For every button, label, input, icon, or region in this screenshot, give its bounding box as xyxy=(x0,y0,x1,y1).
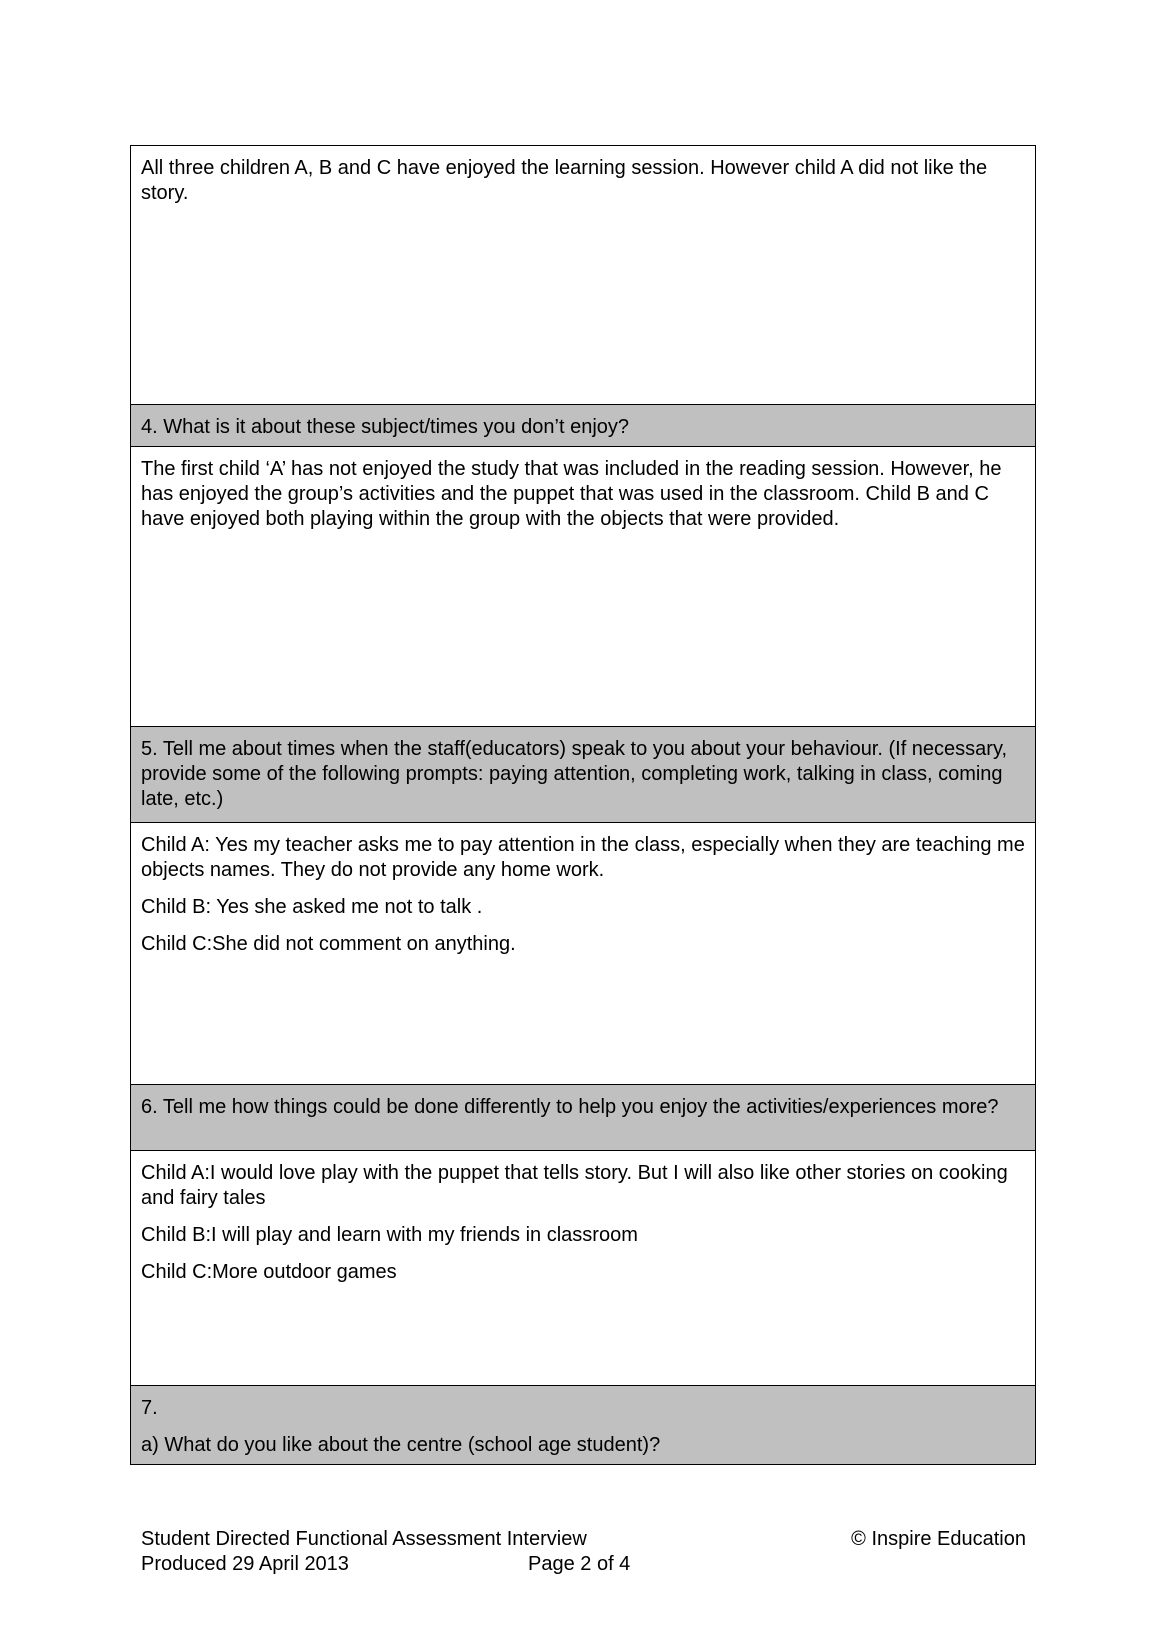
question-5-text: 5. Tell me about times when the staff(educators) speak to you about your behaviour. (If necessary, provide some of the following prompts: paying attention, completing work, talking in class, coming late, etc.) xyxy=(141,738,1008,810)
footer-copyright: © Inspire Education xyxy=(851,1528,1026,1550)
question-6-text: 6. Tell me how things could be done differently to help you enjoy the activities/experiences more? xyxy=(141,1096,999,1118)
answer-3-cell xyxy=(131,146,1036,405)
question-6-row xyxy=(131,1085,1036,1151)
answer-5-row xyxy=(131,823,1036,1085)
question-7-number: 7. xyxy=(141,1397,158,1419)
answer-4-text: The first child ‘A’ has not enjoyed the study that was included in the reading session. However, he has enjoyed the group’s activities and the puppet that was used in the classroom. Child B and C have enjoyed both playing within the group with the objects that were provided. xyxy=(141,458,1002,530)
answer-6-child-b: Child B:I will play and learn with my friends in classroom xyxy=(141,1224,638,1246)
answer-3-row xyxy=(131,146,1036,405)
answer-6-cell xyxy=(131,1151,1036,1386)
answer-5-child-a: Child A: Yes my teacher asks me to pay attention in the class, especially when they are teaching me objects names. They do not provide any home work. xyxy=(141,834,1025,881)
question-6-cell xyxy=(131,1085,1036,1151)
question-7-cell xyxy=(131,1386,1036,1465)
page-footer xyxy=(141,1527,1026,1577)
answer-5-child-c: Child C:She did not comment on anything. xyxy=(141,933,516,955)
answer-3-text: All three children A, B and C have enjoyed the learning session. However child A did not like the story. xyxy=(141,157,988,204)
question-4-cell xyxy=(131,405,1036,447)
footer-line-2 xyxy=(141,1552,1026,1577)
question-5-cell xyxy=(131,727,1036,823)
answer-6-child-a: Child A:I would love play with the puppet that tells story. But I will also like other stories on cooking and fairy tales xyxy=(141,1162,1008,1209)
answer-5-child-b: Child B: Yes she asked me not to talk . xyxy=(141,896,483,918)
question-7a-text: a) What do you like about the centre (school age student)? xyxy=(141,1434,661,1456)
answer-6-child-c: Child C:More outdoor games xyxy=(141,1261,397,1283)
footer-line-1 xyxy=(141,1527,1026,1552)
answer-6-row xyxy=(131,1151,1036,1386)
footer-produced-date: Produced 29 April 2013 xyxy=(141,1553,349,1575)
question-5-row xyxy=(131,727,1036,823)
footer-document-title: Student Directed Functional Assessment Interview xyxy=(141,1528,587,1550)
question-7-row xyxy=(131,1386,1036,1465)
question-4-row xyxy=(131,405,1036,447)
question-4-text: 4. What is it about these subject/times you don’t enjoy? xyxy=(141,416,630,438)
footer-page-number: Page 2 of 4 xyxy=(528,1553,631,1575)
answer-5-cell xyxy=(131,823,1036,1085)
interview-form-table xyxy=(130,145,1036,1465)
answer-4-cell xyxy=(131,447,1036,727)
answer-4-row xyxy=(131,447,1036,727)
